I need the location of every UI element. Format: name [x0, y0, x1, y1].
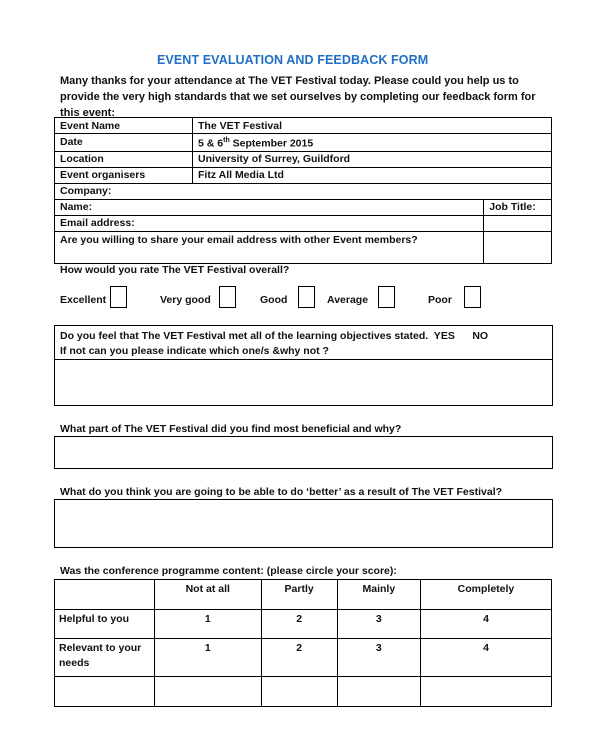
score-cell[interactable] [420, 677, 551, 707]
email-value-field[interactable] [484, 215, 552, 231]
score-row-label [55, 677, 155, 707]
score-cell[interactable]: 4 [420, 610, 551, 639]
score-cell[interactable]: 3 [337, 639, 420, 677]
rating-options [60, 286, 500, 312]
objectives-question [55, 326, 552, 360]
email-row [55, 215, 552, 231]
date-month-year: September 2015 [229, 137, 314, 150]
score-header-not-at-all: Not at all [155, 580, 262, 610]
score-row-label: Relevant to your needs [55, 639, 155, 677]
score-row-helpful [55, 610, 552, 639]
company-field[interactable]: Company: [55, 183, 552, 199]
date-suffix: th [223, 137, 230, 144]
share-email-row [55, 231, 552, 263]
better-answer-box[interactable] [54, 499, 553, 548]
share-email-answer[interactable] [484, 231, 552, 263]
score-cell[interactable] [155, 677, 262, 707]
rating-checkbox-excellent[interactable] [110, 286, 127, 308]
rating-checkbox-very-good[interactable] [219, 286, 236, 308]
rating-label: Very good [160, 294, 211, 306]
rating-label: Good [260, 294, 288, 306]
job-title-field[interactable]: Job Title: [484, 199, 552, 215]
score-cell[interactable]: 1 [155, 639, 262, 677]
rating-checkbox-poor[interactable] [464, 286, 481, 308]
score-row-cutoff [55, 677, 552, 707]
programme-score-table [54, 579, 552, 707]
rating-question: How would you rate The VET Festival overall? [60, 264, 290, 276]
score-cell[interactable]: 2 [261, 610, 337, 639]
location-row [55, 151, 552, 167]
score-cell[interactable]: 3 [337, 610, 420, 639]
objectives-box [54, 325, 553, 406]
event-name-label: Event Name [55, 118, 193, 134]
objectives-question-line2: If not can you please indicate which one/s &why not ? [60, 345, 329, 357]
event-name-value[interactable]: The VET Festival [193, 118, 552, 134]
date-row [55, 134, 552, 152]
location-label: Location [55, 151, 193, 167]
score-header-mainly: Mainly [337, 580, 420, 610]
organisers-label: Event organisers [55, 167, 193, 183]
beneficial-question: What part of The VET Festival did you find most beneficial and why? [60, 423, 402, 435]
name-field[interactable]: Name: [55, 199, 484, 215]
objectives-question-line1: Do you feel that The VET Festival met all of the learning objectives stated. YES NO [60, 330, 489, 342]
form-title: EVENT EVALUATION AND FEEDBACK FORM [157, 53, 429, 67]
event-info-table [54, 117, 552, 264]
share-email-label: Are you willing to share your email address with other Event members? [55, 231, 484, 263]
intro-text: Many thanks for your attendance at The VET Festival today. Please could you help us to provide the very high standards that we set ourselves by completing our feedback form for this event: [60, 75, 536, 119]
email-field[interactable]: Email address: [55, 215, 484, 231]
organisers-row [55, 167, 552, 183]
location-value[interactable]: University of Surrey, Guildford [193, 151, 552, 167]
score-header-partly: Partly [261, 580, 337, 610]
score-header-row [55, 580, 552, 610]
event-name-row [55, 118, 552, 134]
score-cell[interactable] [261, 677, 337, 707]
date-label: Date [55, 134, 193, 152]
score-row-relevant [55, 639, 552, 677]
score-row-label: Helpful to you [55, 610, 155, 639]
name-row [55, 199, 552, 215]
rating-label: Average [327, 294, 369, 306]
score-cell[interactable]: 1 [155, 610, 262, 639]
organisers-value[interactable]: Fitz All Media Ltd [193, 167, 552, 183]
date-value[interactable] [193, 134, 552, 152]
better-question: What do you think you are going to be able to do ‘better’ as a result of The VET Festival? [60, 486, 503, 498]
programme-question: Was the conference programme content: (please circle your score): [60, 565, 397, 577]
score-cell[interactable] [337, 677, 420, 707]
score-header-blank [55, 580, 155, 610]
beneficial-answer-box[interactable] [54, 436, 553, 469]
rating-checkbox-average[interactable] [378, 286, 395, 308]
score-header-completely: Completely [420, 580, 551, 610]
rating-checkbox-good[interactable] [298, 286, 315, 308]
rating-label: Excellent [60, 294, 107, 306]
rating-label: Poor [428, 294, 452, 306]
score-cell[interactable]: 4 [420, 639, 551, 677]
date-days: 5 & 6 [198, 137, 224, 150]
company-row [55, 183, 552, 199]
objectives-answer-area[interactable] [55, 360, 552, 404]
score-cell[interactable]: 2 [261, 639, 337, 677]
